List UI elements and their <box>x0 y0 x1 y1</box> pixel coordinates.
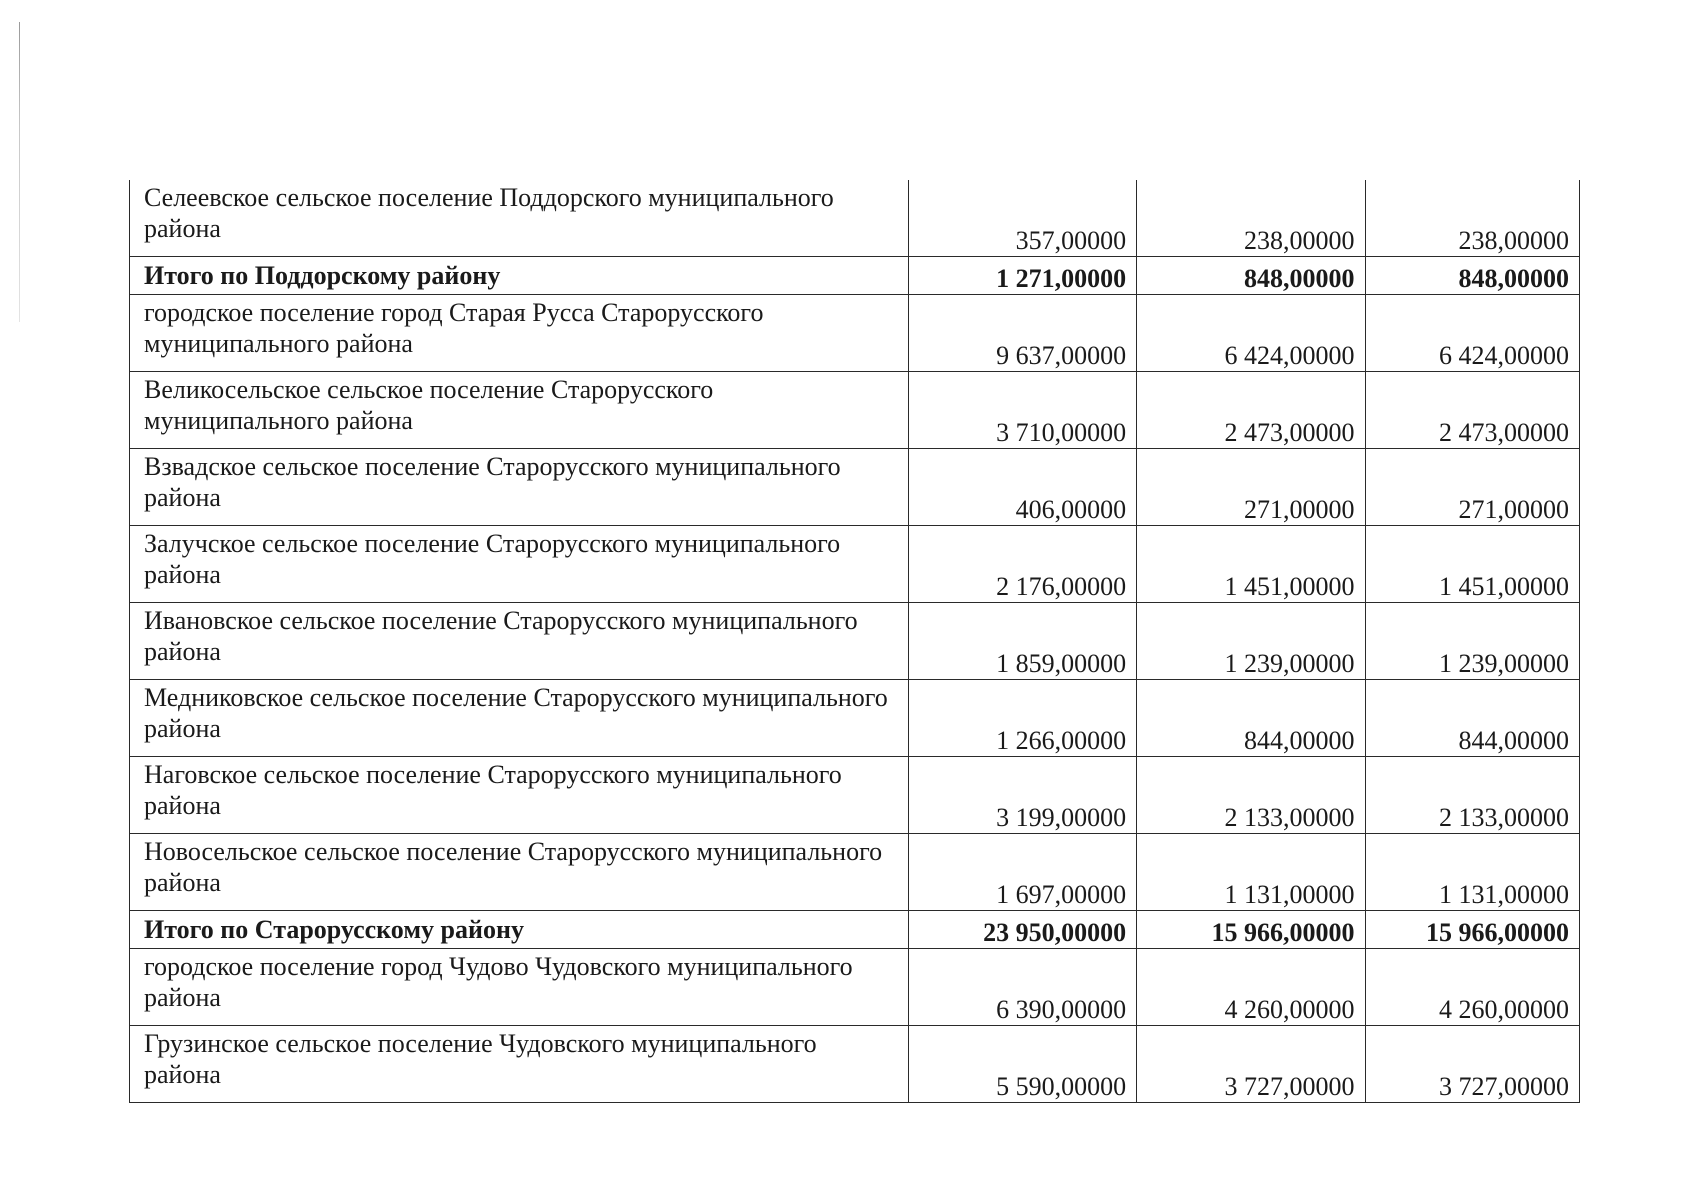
settlement-name: Залучское сельское поселение Старорусского муниципального района <box>130 526 909 603</box>
amount-col-3: 1 131,00000 <box>1365 834 1579 911</box>
settlement-name: Медниковское сельское поселение Старорусского муниципального района <box>130 680 909 757</box>
settlement-name: Грузинское сельское поселение Чудовского муниципального района <box>130 1026 909 1103</box>
total-row <box>130 911 1580 949</box>
settlement-name: Селеевское сельское поселение Поддорского муниципального района <box>130 180 909 257</box>
table-row <box>130 680 1580 757</box>
amount-col-3: 6 424,00000 <box>1365 295 1579 372</box>
total-amount-col-2: 15 966,00000 <box>1137 911 1365 949</box>
amount-col-3: 238,00000 <box>1365 180 1579 257</box>
total-label: Итого по Поддорскому району <box>130 257 909 295</box>
table-row <box>130 1026 1580 1103</box>
amount-col-1: 1 697,00000 <box>908 834 1136 911</box>
table-row <box>130 372 1580 449</box>
amount-col-2: 1 451,00000 <box>1137 526 1365 603</box>
table-row <box>130 834 1580 911</box>
settlement-name: Взвадское сельское поселение Старорусского муниципального района <box>130 449 909 526</box>
table-row <box>130 603 1580 680</box>
amount-col-3: 844,00000 <box>1365 680 1579 757</box>
total-amount-col-2: 848,00000 <box>1137 257 1365 295</box>
amount-col-1: 2 176,00000 <box>908 526 1136 603</box>
table-row <box>130 949 1580 1026</box>
amount-col-1: 3 710,00000 <box>908 372 1136 449</box>
amount-col-1: 5 590,00000 <box>908 1026 1136 1103</box>
amount-col-1: 6 390,00000 <box>908 949 1136 1026</box>
amount-col-2: 238,00000 <box>1137 180 1365 257</box>
total-amount-col-3: 848,00000 <box>1365 257 1579 295</box>
amount-col-1: 1 266,00000 <box>908 680 1136 757</box>
table-row <box>130 180 1580 257</box>
total-amount-col-1: 23 950,00000 <box>908 911 1136 949</box>
amount-col-3: 271,00000 <box>1365 449 1579 526</box>
amount-col-2: 4 260,00000 <box>1137 949 1365 1026</box>
amount-col-1: 406,00000 <box>908 449 1136 526</box>
total-amount-col-3: 15 966,00000 <box>1365 911 1579 949</box>
amount-col-2: 3 727,00000 <box>1137 1026 1365 1103</box>
table-row <box>130 757 1580 834</box>
total-row <box>130 257 1580 295</box>
amount-col-2: 271,00000 <box>1137 449 1365 526</box>
budget-table <box>129 180 1580 1103</box>
amount-col-1: 357,00000 <box>908 180 1136 257</box>
settlement-name: Наговское сельское поселение Старорусского муниципального района <box>130 757 909 834</box>
table-row <box>130 526 1580 603</box>
amount-col-2: 2 473,00000 <box>1137 372 1365 449</box>
amount-col-2: 6 424,00000 <box>1137 295 1365 372</box>
amount-col-3: 4 260,00000 <box>1365 949 1579 1026</box>
amount-col-2: 1 131,00000 <box>1137 834 1365 911</box>
amount-col-2: 1 239,00000 <box>1137 603 1365 680</box>
amount-col-1: 3 199,00000 <box>908 757 1136 834</box>
settlement-name: городское поселение город Чудово Чудовского муниципального района <box>130 949 909 1026</box>
amount-col-1: 1 859,00000 <box>908 603 1136 680</box>
amount-col-3: 2 133,00000 <box>1365 757 1579 834</box>
total-label: Итого по Старорусскому району <box>130 911 909 949</box>
settlement-name: городское поселение город Старая Русса Старорусского муниципального района <box>130 295 909 372</box>
scan-edge-mark <box>19 22 20 322</box>
amount-col-3: 1 451,00000 <box>1365 526 1579 603</box>
amount-col-3: 3 727,00000 <box>1365 1026 1579 1103</box>
amount-col-3: 1 239,00000 <box>1365 603 1579 680</box>
amount-col-3: 2 473,00000 <box>1365 372 1579 449</box>
settlement-name: Ивановское сельское поселение Старорусского муниципального района <box>130 603 909 680</box>
table-row <box>130 295 1580 372</box>
amount-col-1: 9 637,00000 <box>908 295 1136 372</box>
amount-col-2: 844,00000 <box>1137 680 1365 757</box>
settlement-name: Великосельское сельское поселение Старорусского муниципального района <box>130 372 909 449</box>
total-amount-col-1: 1 271,00000 <box>908 257 1136 295</box>
table-row <box>130 449 1580 526</box>
settlement-name: Новосельское сельское поселение Старорусского муниципального района <box>130 834 909 911</box>
amount-col-2: 2 133,00000 <box>1137 757 1365 834</box>
